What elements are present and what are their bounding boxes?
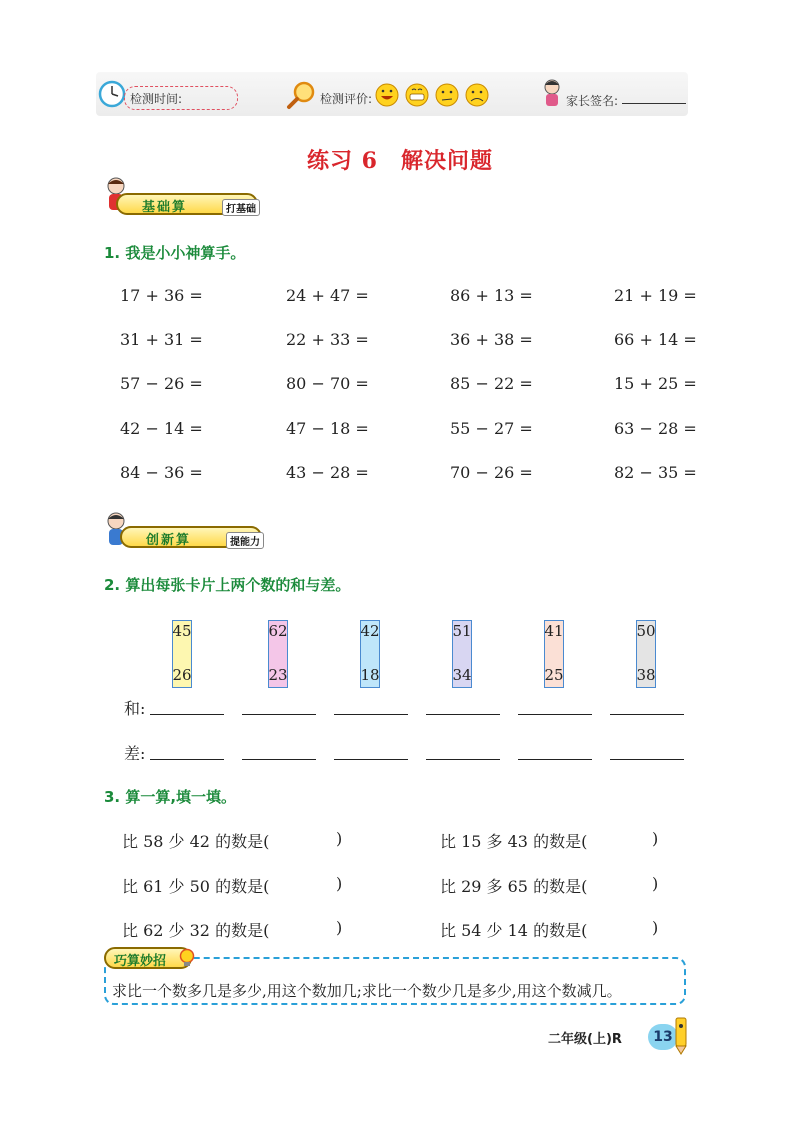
q1-expression: 42 − 14 = — [120, 419, 203, 438]
card-top-number: 51 — [452, 622, 472, 640]
section-badge-title: 基础算 — [142, 200, 188, 215]
sum-answer-field[interactable] — [610, 714, 684, 715]
sum-answer-field[interactable] — [150, 714, 224, 715]
q1-expression: 86 + 13 = — [450, 286, 533, 305]
section-badge-subtitle: 打基础 — [222, 199, 260, 216]
section-badge-innovative — [120, 526, 262, 548]
q1-expression: 31 + 31 = — [120, 330, 203, 349]
fill-blank-question: 比 58 少 42 的数是( — [122, 832, 270, 851]
difference-answer-field[interactable] — [610, 759, 684, 760]
card-top-number: 50 — [636, 622, 656, 640]
sum-answer-field[interactable] — [518, 714, 592, 715]
close-paren: ) — [336, 918, 343, 937]
parent-avatar-icon — [540, 78, 564, 110]
pencil-mascot-icon — [670, 1014, 692, 1056]
sad-face-icon — [466, 84, 488, 106]
evaluation-label: 检测评价: — [320, 92, 373, 106]
card-bottom-number: 38 — [636, 666, 656, 684]
clock-icon — [98, 80, 126, 108]
fill-blank-question: 比 29 多 65 的数是( — [440, 877, 588, 896]
happy-face-icon — [376, 84, 398, 106]
q1-expression: 55 − 27 = — [450, 419, 533, 438]
emoji-rating — [374, 82, 492, 108]
worried-face-icon — [436, 84, 458, 106]
close-paren: ) — [336, 829, 343, 848]
q1-expression: 84 − 36 = — [120, 463, 203, 482]
close-paren: ) — [652, 874, 659, 893]
card-bottom-number: 34 — [452, 666, 472, 684]
sum-answer-field[interactable] — [426, 714, 500, 715]
card-top-number: 62 — [268, 622, 288, 640]
tip-badge-label: 巧算妙招 — [114, 954, 167, 969]
fill-blank-question: 比 62 少 32 的数是( — [122, 921, 270, 940]
close-paren: ) — [652, 829, 659, 848]
section-badge-title: 创新算 — [146, 533, 192, 548]
section-badge-subtitle: 提能力 — [226, 532, 264, 549]
magnifier-icon — [286, 80, 318, 110]
q1-expression: 43 − 28 = — [286, 463, 369, 482]
parent-sign-label: 家长签名: — [566, 94, 619, 108]
card-bottom-number: 18 — [360, 666, 380, 684]
card-bottom-number: 25 — [544, 666, 564, 684]
question-2-heading: 2. 算出每张卡片上两个数的和与差。 — [104, 576, 351, 594]
difference-answer-field[interactable] — [242, 759, 316, 760]
q1-expression: 80 − 70 = — [286, 374, 369, 393]
q1-expression: 17 + 36 = — [120, 286, 203, 305]
sum-label: 和: — [124, 699, 146, 718]
time-label: 检测时间: — [130, 92, 183, 106]
q1-expression: 15 + 25 = — [614, 374, 697, 393]
q1-expression: 82 − 35 = — [614, 463, 697, 482]
sum-answer-field[interactable] — [242, 714, 316, 715]
sum-answer-field[interactable] — [334, 714, 408, 715]
q1-expression: 24 + 47 = — [286, 286, 369, 305]
card-bottom-number: 23 — [268, 666, 288, 684]
question-3-heading: 3. 算一算,填一填。 — [104, 788, 237, 806]
close-paren: ) — [652, 918, 659, 937]
q1-expression: 22 + 33 = — [286, 330, 369, 349]
fill-blank-question: 比 61 少 50 的数是( — [122, 877, 270, 896]
card-top-number: 41 — [544, 622, 564, 640]
tip-text: 求比一个数多几是多少,用这个数加几;求比一个数少几是多少,用这个数减几。 — [112, 982, 622, 1000]
section-badge-basic — [116, 193, 258, 215]
difference-answer-field[interactable] — [518, 759, 592, 760]
q1-expression: 70 − 26 = — [450, 463, 533, 482]
q1-expression: 57 − 26 = — [120, 374, 203, 393]
card-top-number: 42 — [360, 622, 380, 640]
difference-label: 差: — [124, 744, 146, 763]
q1-expression: 47 − 18 = — [286, 419, 369, 438]
card-bottom-number: 26 — [172, 666, 192, 684]
difference-answer-field[interactable] — [150, 759, 224, 760]
close-paren: ) — [336, 874, 343, 893]
q1-expression: 85 − 22 = — [450, 374, 533, 393]
page-number: 13 — [648, 1024, 678, 1050]
fill-blank-question: 比 15 多 43 的数是( — [440, 832, 588, 851]
fill-blank-question: 比 54 少 14 的数是( — [440, 921, 588, 940]
q1-expression: 63 − 28 = — [614, 419, 697, 438]
question-1-heading: 1. 我是小小神算手。 — [104, 244, 246, 262]
q1-expression: 36 + 38 = — [450, 330, 533, 349]
parent-sign-field[interactable] — [622, 103, 686, 104]
page-title: 练习 6 解决问题 — [307, 148, 493, 174]
difference-answer-field[interactable] — [426, 759, 500, 760]
q1-expression: 66 + 14 = — [614, 330, 697, 349]
bulb-icon — [178, 948, 196, 968]
difference-answer-field[interactable] — [334, 759, 408, 760]
grin-face-icon — [406, 84, 428, 106]
q1-expression: 21 + 19 = — [614, 286, 697, 305]
card-top-number: 45 — [172, 622, 192, 640]
grade-label: 二年级(上)R — [548, 1032, 622, 1047]
